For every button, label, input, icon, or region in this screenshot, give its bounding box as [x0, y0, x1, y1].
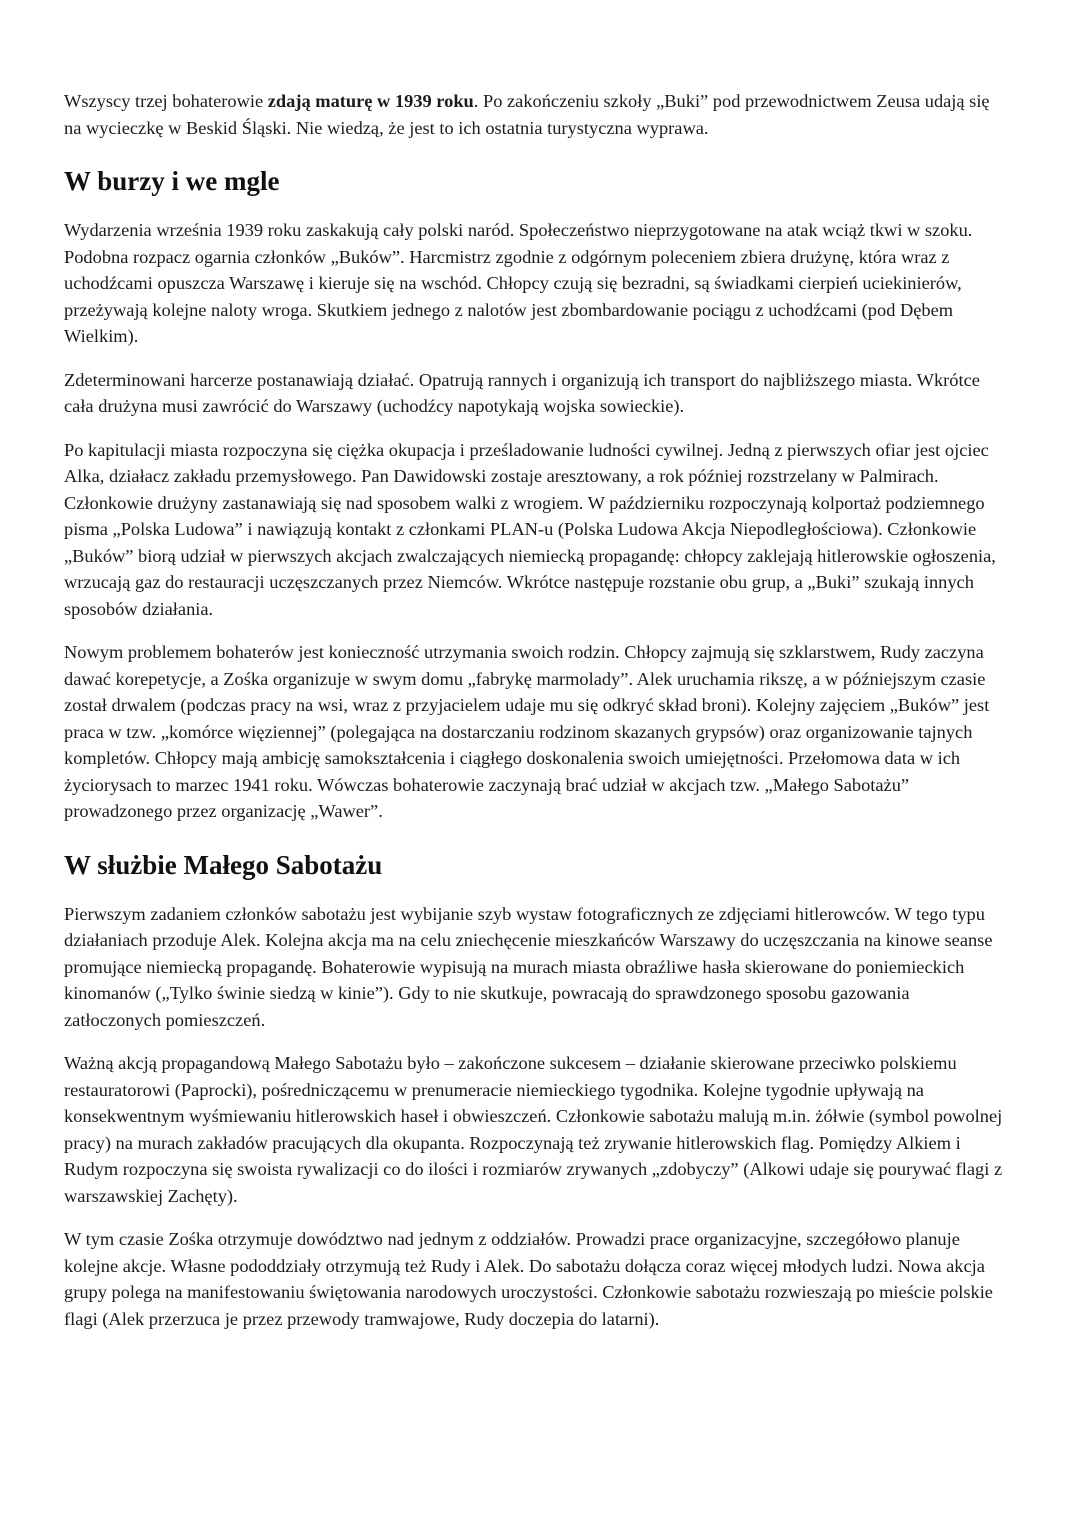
- section1-paragraph-1: Wydarzenia września 1939 roku zaskakują cały polski naród. Społeczeństwo nieprzygotowane na atak wciąż tkwi w szoku. Podobna rozpacz ogarnia członków „Buków”. Harcmistrz zgodnie z odgórnym poleceniem zbiera drużynę, która wraz z uchodźcami opuszcza Warszawę i kieruje się na wschód. Chłopcy czują się bezradni, są świadkami cierpień uciekinierów, przeżywają kolejne naloty wroga. Skutkiem jednego z nalotów jest zbombardowanie pociągu z uchodźcami (pod Dębem Wielkim).: [64, 220, 973, 346]
- section2-paragraph-2: Ważną akcją propagandową Małego Sabotażu było – zakończone sukcesem – działanie skierowane przeciwko polskiemu restauratorowi (Paprocki), pośredniczącemu w prenumeracie niemieckiego tygodnika. Kolejne tygodnie upływają na konsekwentnym wyśmiewaniu hitlerowskich haseł i obwieszczeń. Członkowie sabotażu malują m.in. żółwie (symbol powolnej pracy) na murach zakładów pracujących dla okupanta. Rozpoczynają też zrywanie hitlerowskich flag. Pomiędzy Alkiem i Rudym rozpoczyna się swoista rywalizacji co do ilości i rozmiarów zrywanych „zdobyczy” (Alkowi udaje się pourywać flagi z warszawskiej Zachęty).: [64, 1053, 1003, 1206]
- section1-paragraph-3: Po kapitulacji miasta rozpoczyna się ciężka okupacja i prześladowanie ludności cywilnej. Jedną z pierwszych ofiar jest ojciec Alka, działacz zakładu przemysłowego. Pan Dawidowski zostaje aresztowany, a rok później rozstrzelany w Palmirach. Członkowie drużyny zastanawiają się nad sposobem walki z wrogiem. W październiku rozpoczynają kolportaż podziemnego pisma „Polska Ludowa” i nawiązują kontakt z członkami PLAN-u (Polska Ludowa Akcja Niepodległościowa). Członkowie „Buków” biorą udział w pierwszych akcjach zwalczających niemiecką propagandę: chłopcy zaklejają hitlerowskie ogłoszenia, wrzucają gaz do restauracji uczęszczanych przez Niemców. Wkrótce następuje rozstanie obu grup, a „Buki” szukają innych sposobów działania.: [64, 439, 996, 619]
- intro-text-start: Wszyscy trzej bohaterowie: [64, 91, 268, 111]
- intro-text-end: . Po zakończeniu szkoły „Buki” pod przewodnictwem Zeusa udają się na wycieczkę w Beskid Śląski. Nie wiedzą, że jest to ich ostatnia turystyczna wyprawa.: [64, 91, 990, 138]
- section1-paragraph-2: Zdeterminowani harcerze postanawiają działać. Opatrują rannych i organizują ich transport do najbliższego miasta. Wkrótce cała drużyna musi zawrócić do Warszawy (uchodźcy napotykają wojska sowieckie).: [64, 369, 980, 416]
- document-page: [64, 88, 1009, 1349]
- intro-paragraph: [64, 88, 1009, 141]
- section-heading-w-burzy: W burzy i we mgle: [64, 166, 280, 196]
- section1-paragraph-4: Nowym problemem bohaterów jest konieczność utrzymania swoich rodzin. Chłopcy zajmują się szklarstwem, Rudy zaczyna dawać korepetycje, a Zośka organizuje w swym domu „fabrykę marmolady”. Alek uruchamia rikszę, a w późniejszym czasie został drwalem (podczas pracy na wsi, wraz z przyjacielem udaje mu się odkryć skład broni). Kolejny zajęciem „Buków” jest praca w tzw. „komórce więziennej” (polegająca na dostarczaniu rodzinom skazanych grypsów) oraz organizowanie tajnych kompletów. Chłopcy mają ambicję samokształcenia i ciągłego doskonalenia swoich umiejętności. Przełomowa data w ich życiorysach to marzec 1941 roku. Wówczas bohaterowie zaczynają brać udział w akcjach tzw. „Małego Sabotażu” prowadzonego przez organizację „Wawer”.: [64, 642, 990, 821]
- intro-bold-text: zdają maturę w 1939 roku: [267, 91, 474, 111]
- section2-paragraph-1: Pierwszym zadaniem członków sabotażu jest wybijanie szyb wystaw fotograficznych ze zdjęciami hitlerowców. W tego typu działaniach przoduje Alek. Kolejna akcja ma na celu zniechęcenie mieszkańców Warszawy do uczęszczania na kinowe seanse promujące niemiecką propagandę. Bohaterowie wypisują na murach miasta obraźliwe hasła skierowane do poniemieckich kinomanów („Tylko świnie siedzą w kinie”). Gdy to nie skutkuje, powracają do sprawdzonego sposobu gazowania zatłoczonych pomieszczeń.: [64, 903, 993, 1030]
- section2-paragraph-3: W tym czasie Zośka otrzymuje dowództwo nad jednym z oddziałów. Prowadzi prace organizacyjne, szczegółowo planuje kolejne akcje. Własne pododdziały otrzymują też Rudy i Alek. Do sabotażu dołącza coraz więcej młodych ludzi. Nowa akcja grupy polega na manifestowaniu świętowania narodowych uroczystości. Członkowie sabotażu rozwieszają po mieście polskie flagi (Alek przerzuca je przez przewody tramwajowe, Rudy doczepia do latarni).: [64, 1229, 993, 1329]
- section-heading-maly-sabotaz: W służbie Małego Sabotażu: [64, 849, 383, 880]
